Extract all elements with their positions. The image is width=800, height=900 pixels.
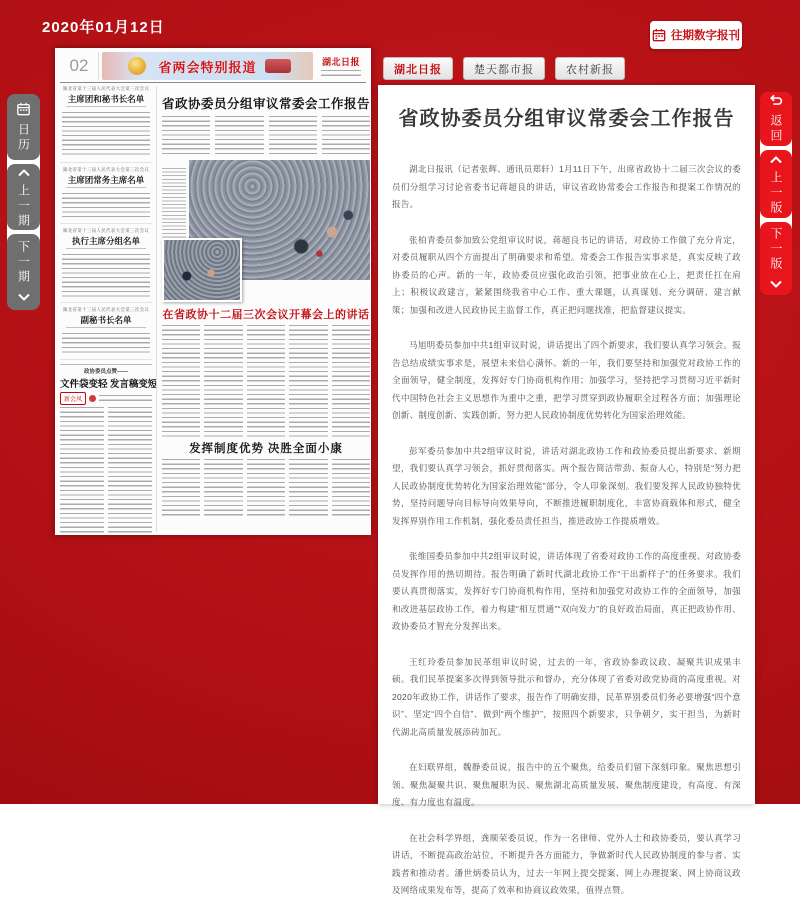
masthead	[316, 52, 366, 80]
column-text-lines	[322, 116, 370, 156]
national-emblem-icon	[128, 57, 146, 75]
previous-page-label: 上一版	[769, 171, 783, 216]
spotlight-eyebrow: 政协委员点赞——	[83, 369, 128, 375]
section-title: 执行主席分组名单	[71, 236, 140, 246]
page-navigation-rail	[760, 92, 792, 295]
previous-page-button[interactable]	[760, 150, 792, 218]
article-paragraph: 马旭明委员参加中共1组审议时说，讲话提出了四个新要求，我们要认真学习领会。报告总结成绩实事求是，展望未来信心满怀。新的一年，我们要坚持和加强党对政协工作的全面领导，健全制度，发挥好专门协商机构作用；加强学习，坚持把学习贯彻习近平新时代中国特色社会主义思想作为重中之重，把学习贯穿到政协履职全过程各方面；加强理论创新、制度创新、实践创新，努力把人民政协制度优势转化为国家治理效能。	[392, 340, 741, 420]
article-paragraph: 在妇联界组，魏静委员说，报告中的五个聚焦，给委员们留下深刻印象。聚焦思想引领、聚焦凝聚共识、聚焦履职为民、聚焦湖北高质量发展、聚焦制度建设，有高度、有深度、有力度也有温度。	[392, 762, 741, 807]
section-note-line	[66, 327, 146, 331]
chevron-up-icon	[769, 152, 783, 167]
column-text-lines	[269, 116, 317, 156]
column-text-lines	[247, 459, 285, 517]
masthead-title: 湖北日报	[321, 56, 360, 67]
section-title: 主席团和秘书长名单	[67, 94, 145, 104]
column-text-lines	[162, 459, 200, 517]
column-text-lines	[332, 459, 370, 517]
names-text-lines	[62, 112, 150, 158]
names-text-lines	[62, 254, 150, 298]
column-text-lines	[108, 407, 152, 535]
section-eyebrow: 湖北省第十三届人民代表大会第三次会议	[62, 307, 150, 312]
section-note-line	[66, 106, 146, 110]
next-page-label: 下一版	[769, 226, 783, 272]
previous-issue-button[interactable]	[7, 164, 40, 230]
column-text-lines	[289, 459, 327, 517]
tab-chutian-metropolis-daily[interactable]: 楚天都市报	[463, 57, 545, 80]
name-list-section	[60, 86, 152, 163]
chevron-up-icon	[17, 165, 31, 180]
column-text-lines	[60, 407, 104, 535]
article-paragraph: 张柏青委员参加致公党组审议时说，蒋超良书记的讲话，对政协工作做了充分肯定，对委员履职从四个方面提出了明确要求和希望。常委会工作报告实事求是，真实反映了政协委员的心声。新的一年，政协委员应强化政治引领，把事业放在心上，把责任扛在肩上；积极议政建言，紧紧围绕我省中心工作、重大课题，认真谋划、充分调研、建言献策；加强和改进人民政协民主监督工作，真正把问题找准，把监督建议提实。	[392, 234, 741, 315]
calendar-button[interactable]	[7, 94, 40, 160]
issue-navigation-rail	[7, 94, 40, 310]
column-text-lines	[162, 325, 200, 437]
print-main-headline: 省政协委员分组审议常委会工作报告	[162, 97, 371, 111]
banner-title: 省两会特别报道	[158, 59, 257, 75]
newspaper-page-thumbnail[interactable]	[55, 48, 371, 535]
section-eyebrow: 湖北省第十三届人民代表大会第三次会议	[62, 167, 150, 172]
conference-photo-block	[162, 160, 370, 302]
article-paragraph: 王红玲委员参加民革组审议时说，过去的一年，省政协参政议政、凝聚共识成果丰硕。我们民革提案多次得到领导批示和督办，充分体现了省委对政党协商的高度重视。对2020年政协工作，讲话作了要求，报告作了明确安排，民革界别委员们务必要增强“四个意识”、坚定“四个自信”、做到“两个维护”，按照四个新要求，只争朝夕，实干担当，为新时代湖北高质量发展添砖加瓦。	[392, 656, 741, 737]
chevron-down-icon	[17, 289, 31, 304]
main-article-area	[156, 86, 370, 532]
article-body	[392, 161, 741, 900]
column-text-lines	[204, 459, 242, 517]
next-issue-button[interactable]	[7, 234, 40, 310]
next-issue-label: 下一期	[16, 240, 31, 285]
calendar-icon	[16, 102, 31, 119]
bottom-headline: 发挥制度优势 决胜全面小康	[189, 443, 343, 455]
conference-inset-photo	[162, 238, 242, 302]
archive-button-label: 往期数字报刊	[671, 30, 740, 42]
seal-icon	[89, 395, 96, 402]
back-button[interactable]	[760, 92, 792, 146]
new-style-tag: 新会风	[60, 392, 86, 405]
tab-rural-news[interactable]: 农村新报	[555, 57, 625, 80]
article-paragraph: 湖北日报讯（记者张辉、通讯员郑轩）1月11日下午，出席省政协十二届三次会议的委员们分组学习讨论省委书记蒋超良的讲话，审议省政协常委会工作报告和提案工作情况的报告。	[392, 164, 741, 209]
section-note-line	[66, 187, 146, 191]
name-list-section	[60, 307, 152, 360]
section-eyebrow: 湖北省第十三届人民代表大会第三次会议	[62, 228, 150, 233]
return-arrow-icon	[768, 94, 784, 110]
page-banner	[60, 52, 366, 83]
name-list-section	[60, 167, 152, 224]
section-title: 副秘书长名单	[80, 315, 132, 325]
speech-headline: 在省政协十二届三次会议开幕会上的讲话	[162, 309, 370, 321]
next-page-button[interactable]	[760, 222, 792, 295]
article-title: 省政协委员分组审议常委会工作报告	[398, 108, 735, 130]
previous-issue-label: 上一期	[16, 184, 31, 229]
back-button-label: 返回	[769, 114, 783, 144]
spotlight-text-columns	[60, 407, 152, 535]
column-text-lines	[162, 116, 210, 156]
archive-button[interactable]	[650, 21, 742, 49]
special-report-banner	[102, 52, 313, 80]
newspaper-tabs	[383, 57, 625, 80]
issue-date: 2020年01月12日	[42, 19, 165, 36]
calendar-icon	[652, 28, 666, 42]
article-paragraph: 张维国委员参加中共2组审议时说，讲话体现了省委对政协工作的高度重视、对政协委员发挥作用的热切期待。报告明确了新时代湖北政协工作“干出新样子”的任务要求。我们要认真贯彻落实，发挥好专门协商机构作用，坚持和加强党对政协工作的全面领导，加强和改进基层政协工作，着力构建“相互贯通”“双向发力”的良好政治局面，真正把政协作用、政协委员才智充分发挥出来。	[392, 551, 741, 631]
spotlight-article	[60, 364, 158, 535]
byline-lines	[99, 395, 152, 402]
column-text-lines	[247, 325, 285, 437]
article-paragraph: 在社会科学界组，龚顺荣委员说，作为一名律师、党外人士和政协委员，要认真学习讲话，不断提高政治站位，不断提升各方面能力，争做新时代人民政协制度的参与者、实践者和推动者。潘世炳委员认为，过去一年网上提交提案、网上办理提案、网上协商议政及网络成果发布等，提高了效率和协商议政效果，值得点赞。	[392, 832, 741, 895]
calendar-button-label: 日历	[16, 122, 31, 153]
speech-text-columns	[162, 325, 370, 437]
article-paragraph: 彭军委员参加中共2组审议时说，讲话对湖北政协工作和政协委员提出新要求、新期望，我们要认真学习领会，抓好贯彻落实。两个报告简洁带劲、振奋人心，特别是“努力把人民政协制度优势转化为国家治理效能”部分，令人印象深刻。我们要发挥人民政协独特优势，坚持问题导向目标导向效果导向，不断推进履职制度化，丰富协商载体和形式，健全发挥界别作用工作机制，强化委员责任担当，推进政协工作提质增效。	[392, 445, 741, 526]
print-text-columns	[162, 116, 370, 156]
page-content	[60, 86, 371, 532]
column-text-lines	[204, 325, 242, 437]
names-text-lines	[62, 333, 150, 355]
bottom-text-columns	[162, 459, 370, 517]
left-column-lists	[60, 86, 156, 532]
page-number: 02	[60, 52, 99, 80]
names-text-lines	[62, 193, 150, 219]
great-hall-icon	[265, 59, 291, 73]
section-title: 主席团常务主席名单	[67, 175, 145, 185]
section-eyebrow: 湖北省第十三届人民代表大会第三次会议	[62, 86, 150, 91]
column-text-lines	[289, 325, 327, 437]
name-list-section	[60, 228, 152, 303]
tab-hubei-daily[interactable]: 湖北日报	[383, 57, 453, 80]
section-note-line	[66, 248, 146, 252]
column-text-lines	[332, 325, 370, 437]
chevron-down-icon	[769, 276, 783, 291]
column-text-lines	[215, 116, 263, 156]
article-panel	[378, 85, 755, 895]
spotlight-tag-row	[60, 392, 152, 405]
masthead-info-lines	[321, 70, 361, 78]
spotlight-title: 文件袋变轻 发言稿变短	[60, 380, 158, 390]
